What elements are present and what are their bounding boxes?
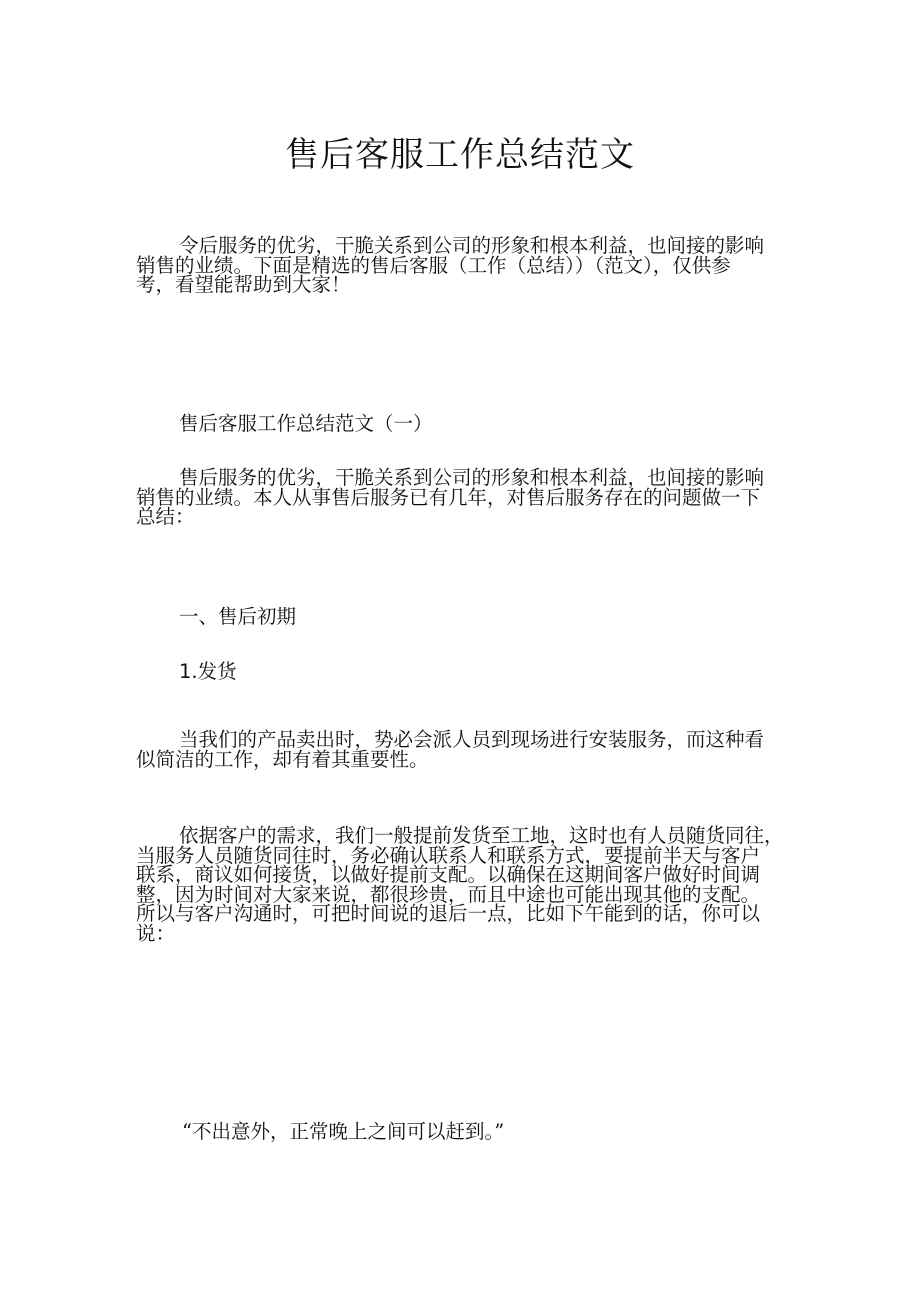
paragraph-line: 令后服务的优劣，干脆关系到公司的形象和根本利益，也间接的影响	[179, 234, 765, 257]
paragraph-line: 似简洁的工作，却有着其重要性。	[136, 747, 429, 771]
paragraph-line: 依据客户的需求，我们一般提前发货至工地，这时也有人员随货同往，	[179, 824, 784, 847]
section-title: 售后客服工作总结范文（一）	[179, 412, 433, 435]
heading-1: 一、售后初期	[179, 605, 297, 628]
paragraph-line: 当服务人员随货同往时，务必确认联系人和联系方式，要提前半天与客户	[136, 843, 761, 867]
quote-line: “不出意外，正常晚上之间可以赶到。”	[182, 1120, 505, 1143]
paragraph-line: 总结：	[136, 505, 195, 528]
subheading-number: 1.	[179, 660, 198, 683]
paragraph-line: 售后服务的优劣，干脆关系到公司的形象和根本利益，也间接的影响	[179, 466, 765, 489]
paragraph-line: 考，看望能帮助到大家！	[136, 273, 351, 296]
paragraph-2	[136, 716, 788, 771]
paragraph-line: 说：	[136, 921, 176, 945]
paragraph-line: 联系，商议如何接货，以做好提前支配。以确保在这期间客户做好时间调	[136, 863, 761, 886]
intro-paragraph	[136, 222, 788, 296]
paragraph-3	[136, 812, 788, 945]
subheading-1	[136, 654, 831, 690]
paragraph-line: 整，因为时间对大家来说，都很珍贵，而且中途也可能出现其他的支配。	[136, 882, 761, 906]
paragraph-line: 当我们的产品卖出时，势必会派人员到现场进行安装服务，而这种看	[179, 728, 765, 751]
paragraph-line: 所以与客户沟通时，可把时间说的退后一点，比如下午能到的话，你可以	[136, 902, 761, 925]
paragraph-line: 销售的业绩。下面是精选的售后客服（工作（总结））（范文），仅供参	[136, 253, 731, 277]
paragraph-1	[136, 454, 788, 528]
subheading-text: 发货	[197, 660, 237, 683]
paragraph-line: 销售的业绩。本人从事售后服务已有几年，对售后服务存在的问题做一下	[136, 485, 761, 509]
document-title: 售后客服工作总结范文	[285, 135, 635, 175]
